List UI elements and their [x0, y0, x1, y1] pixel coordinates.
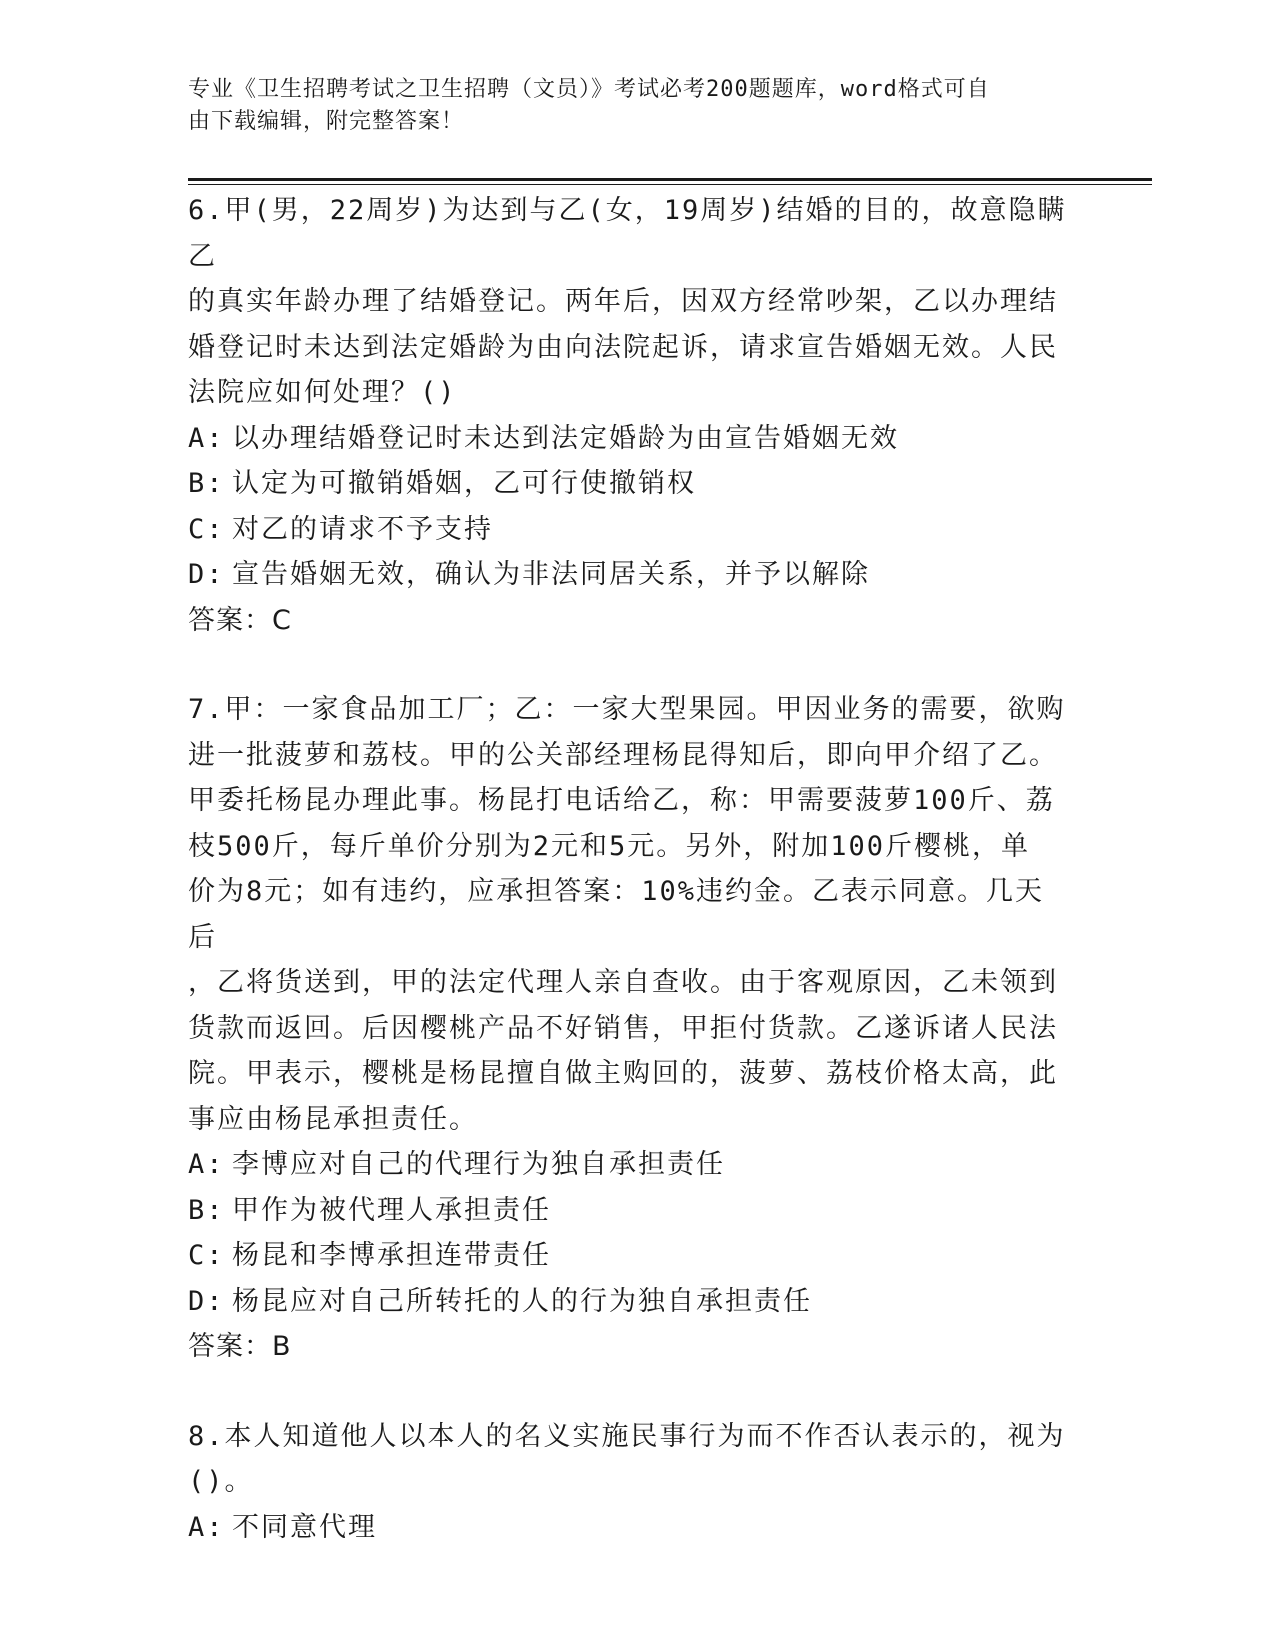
question-text-line: 6.甲(男，22周岁)为达到与乙(女，19周岁)结婚的目的，故意隐瞒乙 [188, 195, 1067, 272]
answer: 答案：B [188, 1331, 292, 1362]
header-rule-thin [188, 184, 1152, 185]
question-text-line: 枝500斤，每斤单价分别为2元和5元。另外，附加100斤樱桃，单 [188, 830, 1031, 862]
header-rule-thick [188, 178, 1152, 181]
question-text-line: 的真实年龄办理了结婚登记。两年后，因双方经常吵架，乙以办理结 [188, 286, 1058, 317]
question-text-line: 货款而返回。后因樱桃产品不好销售，甲拒付货款。乙遂诉诸人民法 [188, 1012, 1058, 1044]
question-list [188, 188, 1068, 1550]
option-d: D: 宣告婚姻无效，确认为非法同居关系，并予以解除 [188, 559, 870, 590]
question-text-line: ，乙将货送到，甲的法定代理人亲自查收。由于客观原因，乙未领到 [188, 967, 1058, 998]
option-a: A: 不同意代理 [188, 1511, 377, 1543]
option-d: D: 杨昆应对自己所转托的人的行为独自承担责任 [188, 1285, 812, 1317]
question-text-line: 进一批菠萝和荔枝。甲的公关部经理杨昆得知后，即向甲介绍了乙。 [188, 739, 1058, 771]
question-text-line: 院。甲表示，樱桃是杨昆擅自做主购回的，菠萝、荔枝价格太高，此 [188, 1058, 1058, 1089]
option-a: A: 以办理结婚登记时未达到法定婚龄为由宣告婚姻无效 [188, 422, 899, 454]
question-6 [188, 188, 1068, 643]
option-a: A: 李博应对自己的代理行为独自承担责任 [188, 1149, 725, 1180]
header-line-1: 专业《卫生招聘考试之卫生招聘（文员）》考试必考200题题库，word格式可自 [188, 77, 990, 102]
option-c: C: 杨昆和李博承担连带责任 [188, 1240, 551, 1271]
document-header [188, 74, 1068, 138]
answer: 答案：C [188, 604, 292, 636]
question-text-line: 甲委托杨昆办理此事。杨昆打电话给乙，称：甲需要菠萝100斤、荔 [188, 785, 1055, 816]
question-text-line: 事应由杨昆承担责任。 [188, 1103, 478, 1135]
question-text-line: 7.甲：一家食品加工厂；乙：一家大型果园。甲因业务的需要，欲购 [188, 694, 1066, 725]
question-text-line: 8.本人知道他人以本人的名义实施民事行为而不作否认表示的，视为 [188, 1420, 1066, 1452]
question-text-line: 价为8元；如有违约，应承担答案：10%违约金。乙表示同意。几天后 [188, 876, 1045, 953]
question-7 [188, 687, 1068, 1370]
option-c: C: 对乙的请求不予支持 [188, 513, 493, 545]
question-8 [188, 1414, 1068, 1551]
spacer [188, 643, 1068, 687]
question-text-line: 婚登记时未达到法定婚龄为由向法院起诉，请求宣告婚姻无效。人民 [188, 331, 1058, 363]
option-b: B: 认定为可撤销婚姻，乙可行使撤销权 [188, 468, 696, 499]
header-line-2: 由下载编辑，附完整答案！ [188, 109, 465, 134]
spacer [188, 1370, 1068, 1414]
option-b: B: 甲作为被代理人承担责任 [188, 1194, 551, 1226]
question-text-line: 法院应如何处理？() [188, 377, 457, 408]
question-text-line: ()。 [188, 1466, 254, 1497]
